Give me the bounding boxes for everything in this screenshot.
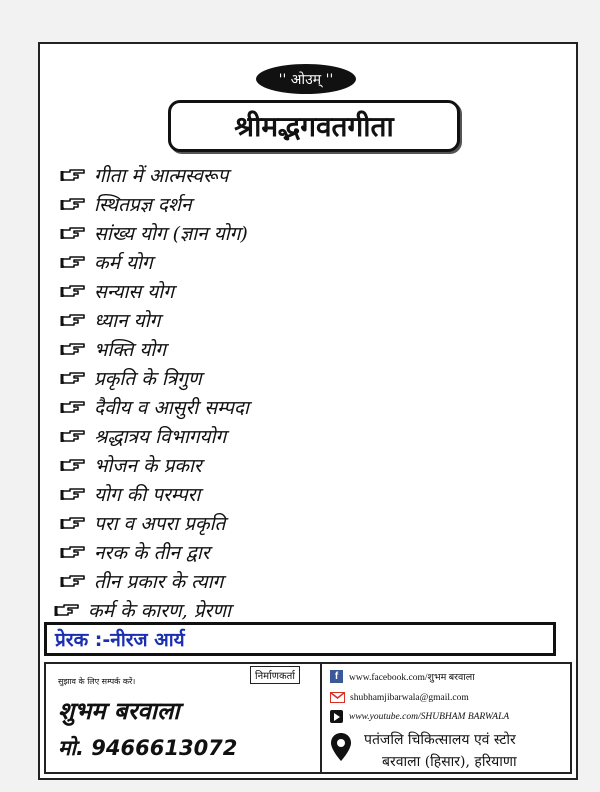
pointing-hand-icon <box>60 573 86 589</box>
topic-label: कर्म के कारण, प्रेरणा <box>88 599 231 622</box>
topic-label: ध्यान योग <box>94 309 161 332</box>
topic-label: तीन प्रकार के त्याग <box>94 570 224 593</box>
topic-label: नरक के तीन द्वार <box>94 541 210 564</box>
pointing-hand-icon <box>60 515 86 531</box>
topic-item <box>60 305 249 334</box>
gmail-icon <box>330 692 345 703</box>
topic-label: भक्ति योग <box>94 338 166 361</box>
topic-label: स्थितप्रज्ञ दर्शन <box>94 193 192 216</box>
email-link[interactable]: shubhamjibarwala@gmail.com <box>350 692 469 703</box>
location-pin-icon <box>330 732 352 762</box>
topic-item <box>60 160 249 189</box>
pointing-hand-icon <box>60 370 86 386</box>
contact-right <box>324 664 570 772</box>
om-text: '' ओउम् '' <box>278 71 334 88</box>
prerak-text: प्रेरक :-नीरज आर्य <box>55 629 185 651</box>
topic-label: योग की परम्परा <box>94 483 201 506</box>
topic-label: प्रकृति के त्रिगुण <box>94 367 202 390</box>
topic-label: परा व अपरा प्रकृति <box>94 512 226 535</box>
topic-item <box>60 276 249 305</box>
pointing-hand-icon <box>60 486 86 502</box>
contact-left <box>46 664 322 772</box>
topic-item <box>60 392 249 421</box>
pointing-hand-icon <box>60 167 86 183</box>
email-row[interactable] <box>330 692 469 703</box>
youtube-icon <box>330 710 343 723</box>
suggestion-text: सुझाव के लिए सम्पर्क करें। <box>58 677 136 686</box>
pointing-hand-icon <box>60 254 86 270</box>
pointing-hand-icon <box>60 544 86 560</box>
facebook-link[interactable]: www.facebook.com/शुभम बरवाला <box>349 673 475 683</box>
topic-label: गीता में आत्मस्वरूप <box>94 164 229 187</box>
maker-tag: निर्माणकर्ता <box>250 666 300 684</box>
topic-label: सांख्य योग (ज्ञान योग) <box>94 222 248 245</box>
topic-list <box>60 160 249 624</box>
pointing-hand-icon <box>60 457 86 473</box>
pointing-hand-icon <box>60 341 86 357</box>
contact-box <box>44 662 572 774</box>
topic-item <box>60 450 249 479</box>
topic-item <box>54 595 249 624</box>
topic-label: श्रद्धात्रय विभागयोग <box>94 425 227 448</box>
topic-item <box>60 218 249 247</box>
topic-label: दैवीय व आसुरी सम्पदा <box>94 396 249 419</box>
topic-item <box>60 363 249 392</box>
topic-item <box>60 421 249 450</box>
pointing-hand-icon <box>60 312 86 328</box>
address-line-1: पतंजलि चिकित्सालय एवं स्टोर <box>364 732 516 748</box>
pointing-hand-icon <box>60 399 86 415</box>
om-badge <box>256 64 356 94</box>
page-title: श्रीमद्भगवतगीता <box>234 110 394 143</box>
facebook-icon: f <box>330 670 343 683</box>
topic-label: कर्म योग <box>94 251 153 274</box>
topic-item <box>60 247 249 276</box>
prerak-box <box>44 622 556 656</box>
youtube-row[interactable] <box>330 710 509 723</box>
topic-item <box>60 334 249 363</box>
topic-item <box>60 537 249 566</box>
pointing-hand-icon <box>60 225 86 241</box>
pointing-hand-icon <box>60 283 86 299</box>
pointing-hand-icon <box>60 196 86 212</box>
address-line-2: बरवाला (हिसार), हरियाणा <box>382 754 517 770</box>
pointing-hand-icon <box>54 602 80 618</box>
title-box <box>168 100 460 152</box>
maker-name: शुभम बरवाला <box>58 696 180 725</box>
topic-item <box>60 566 249 595</box>
topic-label: भोजन के प्रकार <box>94 454 202 477</box>
pointing-hand-icon <box>60 428 86 444</box>
youtube-link[interactable]: www.youtube.com/SHUBHAM BARWALA <box>349 711 510 722</box>
topic-item <box>60 189 249 218</box>
topic-item <box>60 508 249 537</box>
mobile-number: मो. 9466613072 <box>58 736 238 760</box>
topic-item <box>60 479 249 508</box>
topic-label: सन्यास योग <box>94 280 174 303</box>
facebook-row[interactable] <box>330 670 475 683</box>
document-page <box>38 42 578 780</box>
